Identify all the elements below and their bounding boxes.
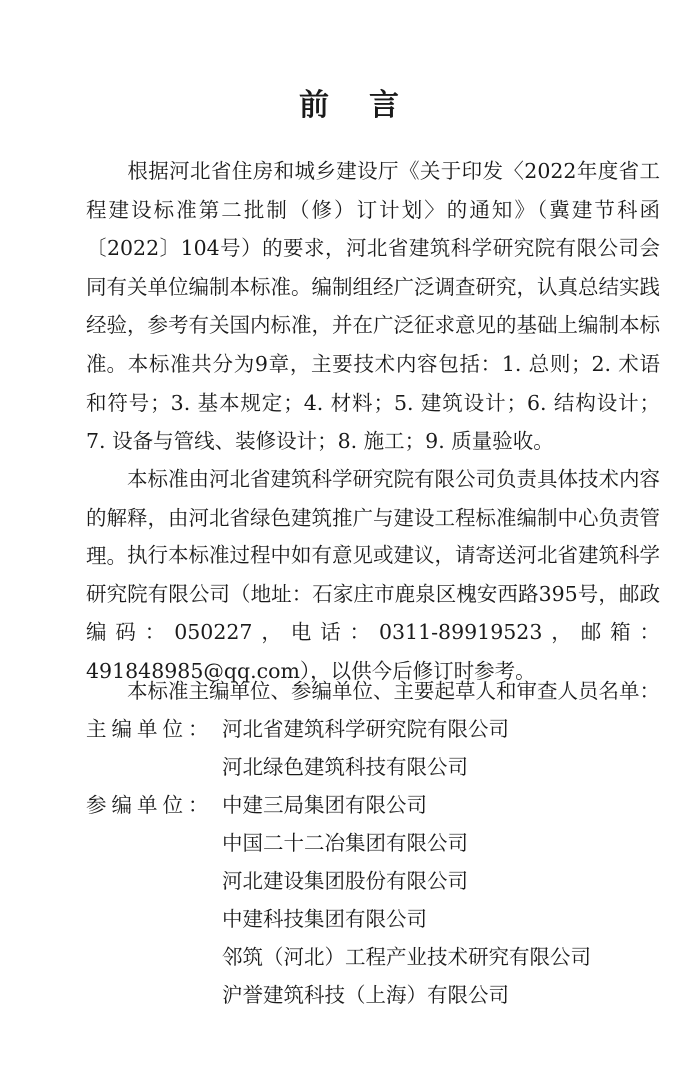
paragraph-contents xyxy=(86,345,660,461)
participating-unit-item: 中国二十二冶集团有限公司 xyxy=(222,831,468,855)
chief-unit-item: 河北绿色建筑科技有限公司 xyxy=(222,755,468,779)
participating-units-label: 参编单位： xyxy=(86,793,214,817)
paragraph-feedback xyxy=(86,536,660,690)
paragraph-basis-text: 根据河北省住房和城乡建设厅《关于印发〈2022年度省工程建设标准第二批制（修）订计划〉的通知》（冀建节科函〔2022〕104号）的要求，河北省建筑科学研究院有限公司会同有关单位编制本标准。编制组经广泛调查研究，认真总结实践经验，参考有关国内标准，并在广泛征求意见的基础上编制本标准。 xyxy=(86,159,660,376)
title-part-2: 言 xyxy=(369,88,401,123)
chief-unit-item: 河北省建筑科学研究院有限公司 xyxy=(222,717,509,741)
paragraph-contents-text: 本标准共分为9章，主要技术内容包括：1. 总则；2. 术语和符号；3. 基本规定；4. 材料；5. 建筑设计；6. 结构设计；7. 设备与管线、装修设计；8. 施工；9. 质量验收。 xyxy=(86,352,660,453)
paragraph-feedback-text: 执行本标准过程中如有意见或建议，请寄送河北省建筑科学研究院有限公司（地址：石家庄市鹿泉区槐安西路395号，邮政编码：050227，电话：0311-89919523，邮箱：491848985@qq.com），以供今后修订时参考。 xyxy=(86,543,660,683)
chief-units-label: 主编单位： xyxy=(86,717,214,741)
participating-unit-item: 沪誉建筑科技（上海）有限公司 xyxy=(222,983,509,1007)
paragraph-units-intro xyxy=(86,672,660,711)
participating-unit-item: 中建科技集团有限公司 xyxy=(222,907,427,931)
participating-unit-item: 中建三局集团有限公司 xyxy=(222,793,427,817)
page-title xyxy=(0,88,700,124)
participating-unit-item: 河北建设集团股份有限公司 xyxy=(222,869,468,893)
paragraph-units-intro-text: 本标准主编单位、参编单位、主要起草人和审查人员名单： xyxy=(127,679,660,703)
paragraph-interpretation-text: 本标准由河北省建筑科学研究院有限公司负责具体技术内容的解释，由河北省绿色建筑推广与建设工程标准编制中心负责管理。 xyxy=(86,467,660,568)
participating-unit-item: 邻筑（河北）工程产业技术研究有限公司 xyxy=(222,945,591,969)
title-part-1: 前 xyxy=(299,88,331,123)
